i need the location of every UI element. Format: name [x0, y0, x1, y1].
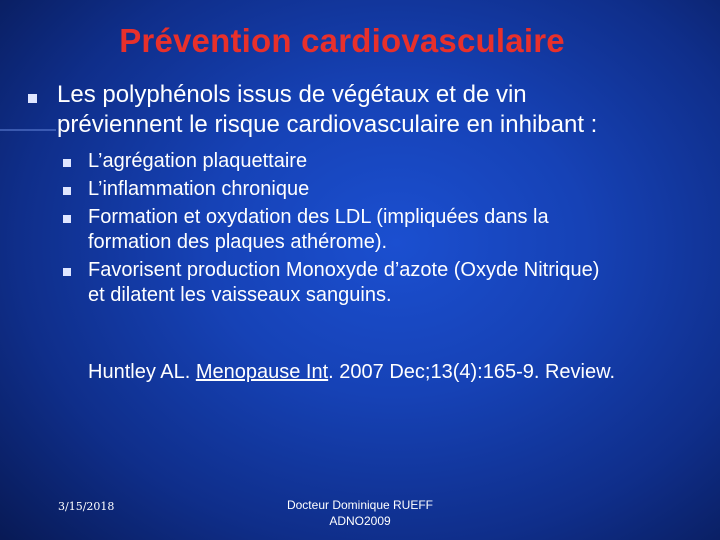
sub-point-item: [0, 146, 720, 174]
sub-point-list: [0, 146, 720, 308]
reference-details: . 2007 Dec;13(4):165-9. Review.: [328, 361, 615, 383]
slide-title: Prévention cardiovasculaire: [119, 22, 565, 59]
sub-point-text: Favorisent production Monoxyde d’azote (Oxyde Nitrique) et dilatent les vaisseaux sanguins.: [88, 259, 600, 306]
square-bullet-icon: [63, 215, 71, 223]
sub-point-text: L’agrégation plaquettaire: [88, 150, 308, 172]
footer-author: Docteur Dominique RUEFF ADNO2009: [286, 498, 434, 528]
square-bullet-icon: [63, 159, 71, 167]
square-bullet-icon: [28, 94, 37, 103]
sub-point-item: [0, 202, 720, 255]
reference-journal-link[interactable]: Menopause Int: [195, 361, 329, 383]
reference-citation: [88, 360, 720, 385]
decorative-rule: [0, 129, 56, 131]
footer-date: 3/15/2018: [58, 500, 115, 513]
sub-point-item: [0, 174, 720, 202]
main-point-text: Les polyphénols issus de végétaux et de vin préviennent le risque cardiovasculaire en inhibant :: [57, 81, 598, 138]
sub-point-text: L’inflammation chronique: [88, 178, 310, 200]
square-bullet-icon: [63, 187, 71, 195]
square-bullet-icon: [63, 268, 71, 276]
sub-point-text: Formation et oxydation des LDL (impliquées dans la formation des plaques athérome).: [88, 206, 549, 253]
reference-author: Huntley AL.: [88, 361, 196, 383]
sub-point-item: [0, 255, 720, 308]
